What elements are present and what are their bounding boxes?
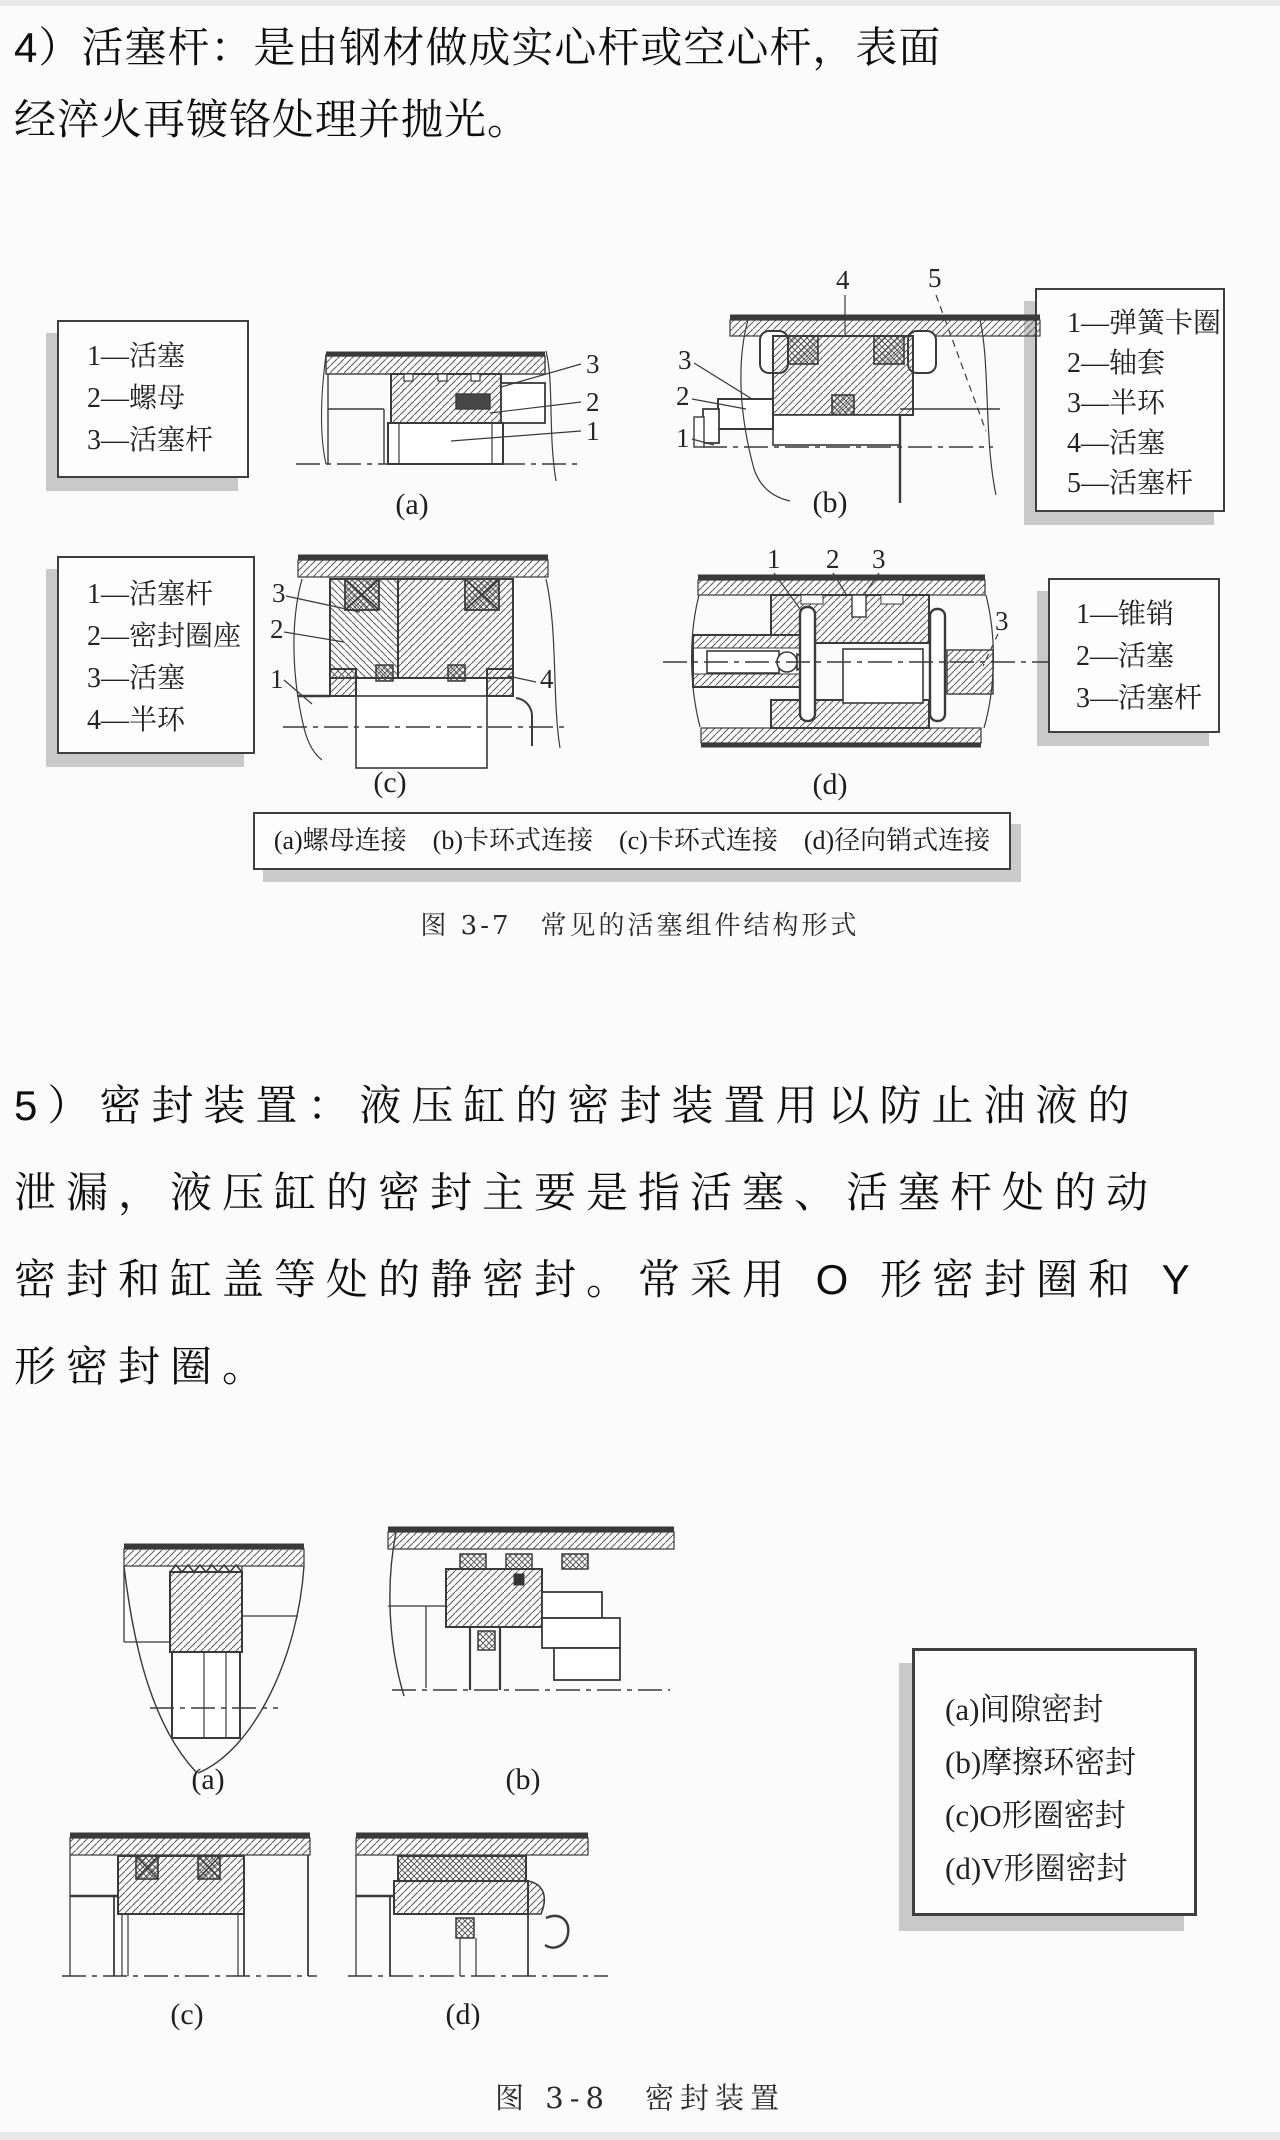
fig37-sublabel-c: (c) [373, 766, 407, 799]
window [843, 649, 923, 703]
scan-edge-bottom [0, 2132, 1280, 2140]
rod-hatch [693, 635, 815, 648]
fig37-connection-types-bar: (a)螺母连接 (b)卡环式连接 (c)卡环式连接 (d)径向销式连接 [253, 812, 1011, 870]
legend-entry: (b)摩擦环密封 [945, 1745, 1137, 1780]
legend-entry: 2—轴套 [1067, 348, 1166, 379]
ring-groove [801, 595, 823, 604]
ring-groove [881, 595, 903, 604]
fig37-legend-d [1048, 578, 1220, 733]
legend-entry: 3—半环 [1067, 388, 1166, 419]
friction-ring-seal [562, 1554, 588, 1569]
key-seal [478, 1631, 495, 1650]
section-drawing [296, 351, 581, 481]
callout-label: 5 [928, 263, 942, 293]
rod-lines [460, 1938, 476, 1976]
legend-entry: 2—密封圈座 [87, 621, 242, 652]
section-drawing [692, 295, 1040, 503]
key-seal [376, 665, 393, 681]
rod [356, 696, 487, 768]
fig38-sublabel-c: (c) [170, 1998, 204, 2031]
cylinder-wall-hatch [124, 1549, 304, 1566]
cylinder-wall-hatch [298, 560, 548, 577]
half-ring [487, 669, 513, 696]
fig38-legend [912, 1648, 1197, 1916]
bore-lines [242, 1566, 298, 1652]
callout-label: 1 [767, 544, 781, 574]
radial-pin [800, 607, 815, 721]
legend-entry: 3—活塞杆 [1076, 683, 1203, 714]
key [514, 1574, 524, 1585]
fig37-sublabel-d: (d) [812, 768, 848, 801]
fig38-caption: 图 3-8 密封装置 [495, 2081, 785, 2115]
rod-stub [947, 650, 993, 694]
rod-hatch [693, 674, 815, 687]
piston-section [446, 1569, 542, 1627]
legend-entry: (d)V形圈密封 [945, 1851, 1128, 1886]
ring-groove [438, 374, 447, 381]
legend-entry: (a)间隙密封 [945, 1692, 1104, 1727]
v-ring-stack [398, 1856, 526, 1881]
retainer-lip [516, 698, 532, 746]
text-line: 5）密封装置：液压缸的密封装置用以防止油液的 [14, 1082, 1140, 1129]
piston-lower-section [771, 700, 929, 728]
section-drawing [283, 557, 566, 768]
rod-step [703, 409, 719, 443]
fig38-sublabel-a: (a) [191, 1763, 225, 1796]
text-line: 泄漏，液压缸的密封主要是指活塞、活塞杆处的动 [14, 1169, 1159, 1216]
fig37-diagram-d [653, 538, 1058, 800]
text-line: 形密封圈。 [14, 1343, 275, 1390]
friction-ring-seal [460, 1554, 486, 1569]
callout-label: 2 [826, 544, 840, 574]
callout-label: 3 [678, 345, 692, 375]
callout-label: 2 [676, 381, 690, 411]
callout-label: 3 [995, 606, 1009, 636]
fig38-sublabel-b: (b) [505, 1763, 541, 1796]
text-line: 经淬火再镀铬处理并抛光。 [14, 96, 531, 143]
break-line [980, 320, 996, 495]
fig37-diagram-a [288, 233, 640, 523]
piston-section [394, 1881, 528, 1914]
friction-ring-seal [506, 1554, 532, 1569]
bore-lines [388, 1606, 446, 1688]
break-line [546, 351, 556, 481]
nut [456, 394, 490, 409]
legend-entry: 1—活塞杆 [87, 579, 214, 610]
callout-label: 3 [586, 349, 600, 379]
sleeve-seal [874, 336, 904, 364]
key-seal [448, 665, 465, 681]
legend-entry: 3—活塞杆 [87, 425, 214, 456]
fig37-diagram-c [268, 538, 653, 800]
legend-entry: 4—活塞 [1067, 428, 1166, 459]
friction-ring [542, 1592, 602, 1618]
paragraph-piston-rod [14, 12, 1270, 156]
fig37-caption: 图 3-7 常见的活塞组件结构形式 [420, 911, 860, 941]
callout-label: 3 [872, 544, 886, 574]
section-drawing [348, 1835, 608, 1976]
callout-label: 3 [272, 578, 286, 608]
fig38-diagram-c [62, 1822, 317, 1997]
pin-slot [852, 595, 866, 617]
rod-step [388, 423, 503, 464]
legend-entry: 1—锥销 [1076, 599, 1175, 630]
legend-entry: 3—活塞 [87, 663, 186, 694]
legend-entry: 1—活塞 [87, 341, 186, 372]
legend-entry: (c)O形圈密封 [945, 1798, 1126, 1833]
cylinder-wall-hatch [388, 1532, 674, 1549]
callouts [586, 349, 600, 446]
fig37-sublabel-a: (a) [395, 488, 429, 521]
fig38-diagram-d [348, 1822, 608, 1997]
legend-entry: 1—弹簧卡圈 [1067, 308, 1222, 339]
retainer-hook [545, 1916, 568, 1948]
break-line [390, 1532, 404, 1696]
bore-lines [124, 1566, 170, 1642]
radial-pin [930, 609, 945, 721]
scan-edge-top [0, 0, 1280, 6]
callout-label: 2 [270, 614, 284, 644]
fig37-legend-c [57, 556, 255, 754]
legend-entry: 2—活塞 [1076, 641, 1175, 672]
callout-label: 4 [836, 265, 850, 295]
sleeve-seal [788, 336, 818, 364]
fig37-legend-b [1035, 288, 1225, 512]
key-seal [456, 1918, 474, 1938]
legend-entry: 5—活塞杆 [1067, 468, 1194, 499]
cylinder-wall-hatch [70, 1838, 310, 1855]
section-drawing [388, 1529, 674, 1696]
piston-section [170, 1572, 242, 1652]
legend-entry: 4—半环 [87, 705, 186, 736]
nut-recess [501, 383, 545, 423]
rod-step [718, 399, 773, 429]
text-line: 密封和缸盖等处的静密封。常采用 O 形密封圈和 Y [14, 1256, 1200, 1303]
pressure-ring [528, 1881, 544, 1914]
cylinder-wall-hatch [701, 728, 981, 743]
fig38-diagram-a [92, 1522, 327, 1800]
section-drawing [124, 1546, 304, 1773]
text-line: 4）活塞杆：是由钢材做成实心杆或空心杆，表面 [14, 24, 942, 71]
fig38-diagram-b [378, 1508, 683, 1756]
circlip [694, 417, 704, 447]
ring-groove [471, 374, 480, 381]
cylinder-wall-hatch [356, 1838, 588, 1855]
callout-label: 1 [676, 423, 690, 453]
callout-label: 1 [270, 664, 284, 694]
section-drawing [663, 573, 1049, 745]
fig37-sublabel-b: (b) [812, 486, 848, 519]
fig37-legend-a [57, 320, 249, 478]
callout-label: 4 [540, 664, 554, 694]
half-ring [330, 669, 356, 696]
fig38-sublabel-d: (d) [445, 1998, 481, 2031]
friction-ring [554, 1648, 620, 1680]
section-drawing [62, 1835, 317, 1976]
cylinder-wall-hatch [326, 356, 545, 374]
cylinder-wall-hatch [698, 580, 985, 595]
break-line [294, 579, 322, 760]
key-seal [832, 395, 854, 415]
rod [773, 415, 900, 445]
callout-label: 2 [586, 387, 600, 417]
legend-entry: 2—螺母 [87, 383, 186, 414]
leader-line [694, 363, 752, 399]
callout-label: 1 [586, 416, 600, 446]
friction-ring [542, 1618, 620, 1648]
rod [172, 1652, 240, 1738]
paragraph-sealing-device [14, 1062, 1270, 1410]
rod-lines [122, 1914, 238, 1976]
ring-groove [404, 374, 413, 381]
bore-lines [328, 374, 384, 464]
